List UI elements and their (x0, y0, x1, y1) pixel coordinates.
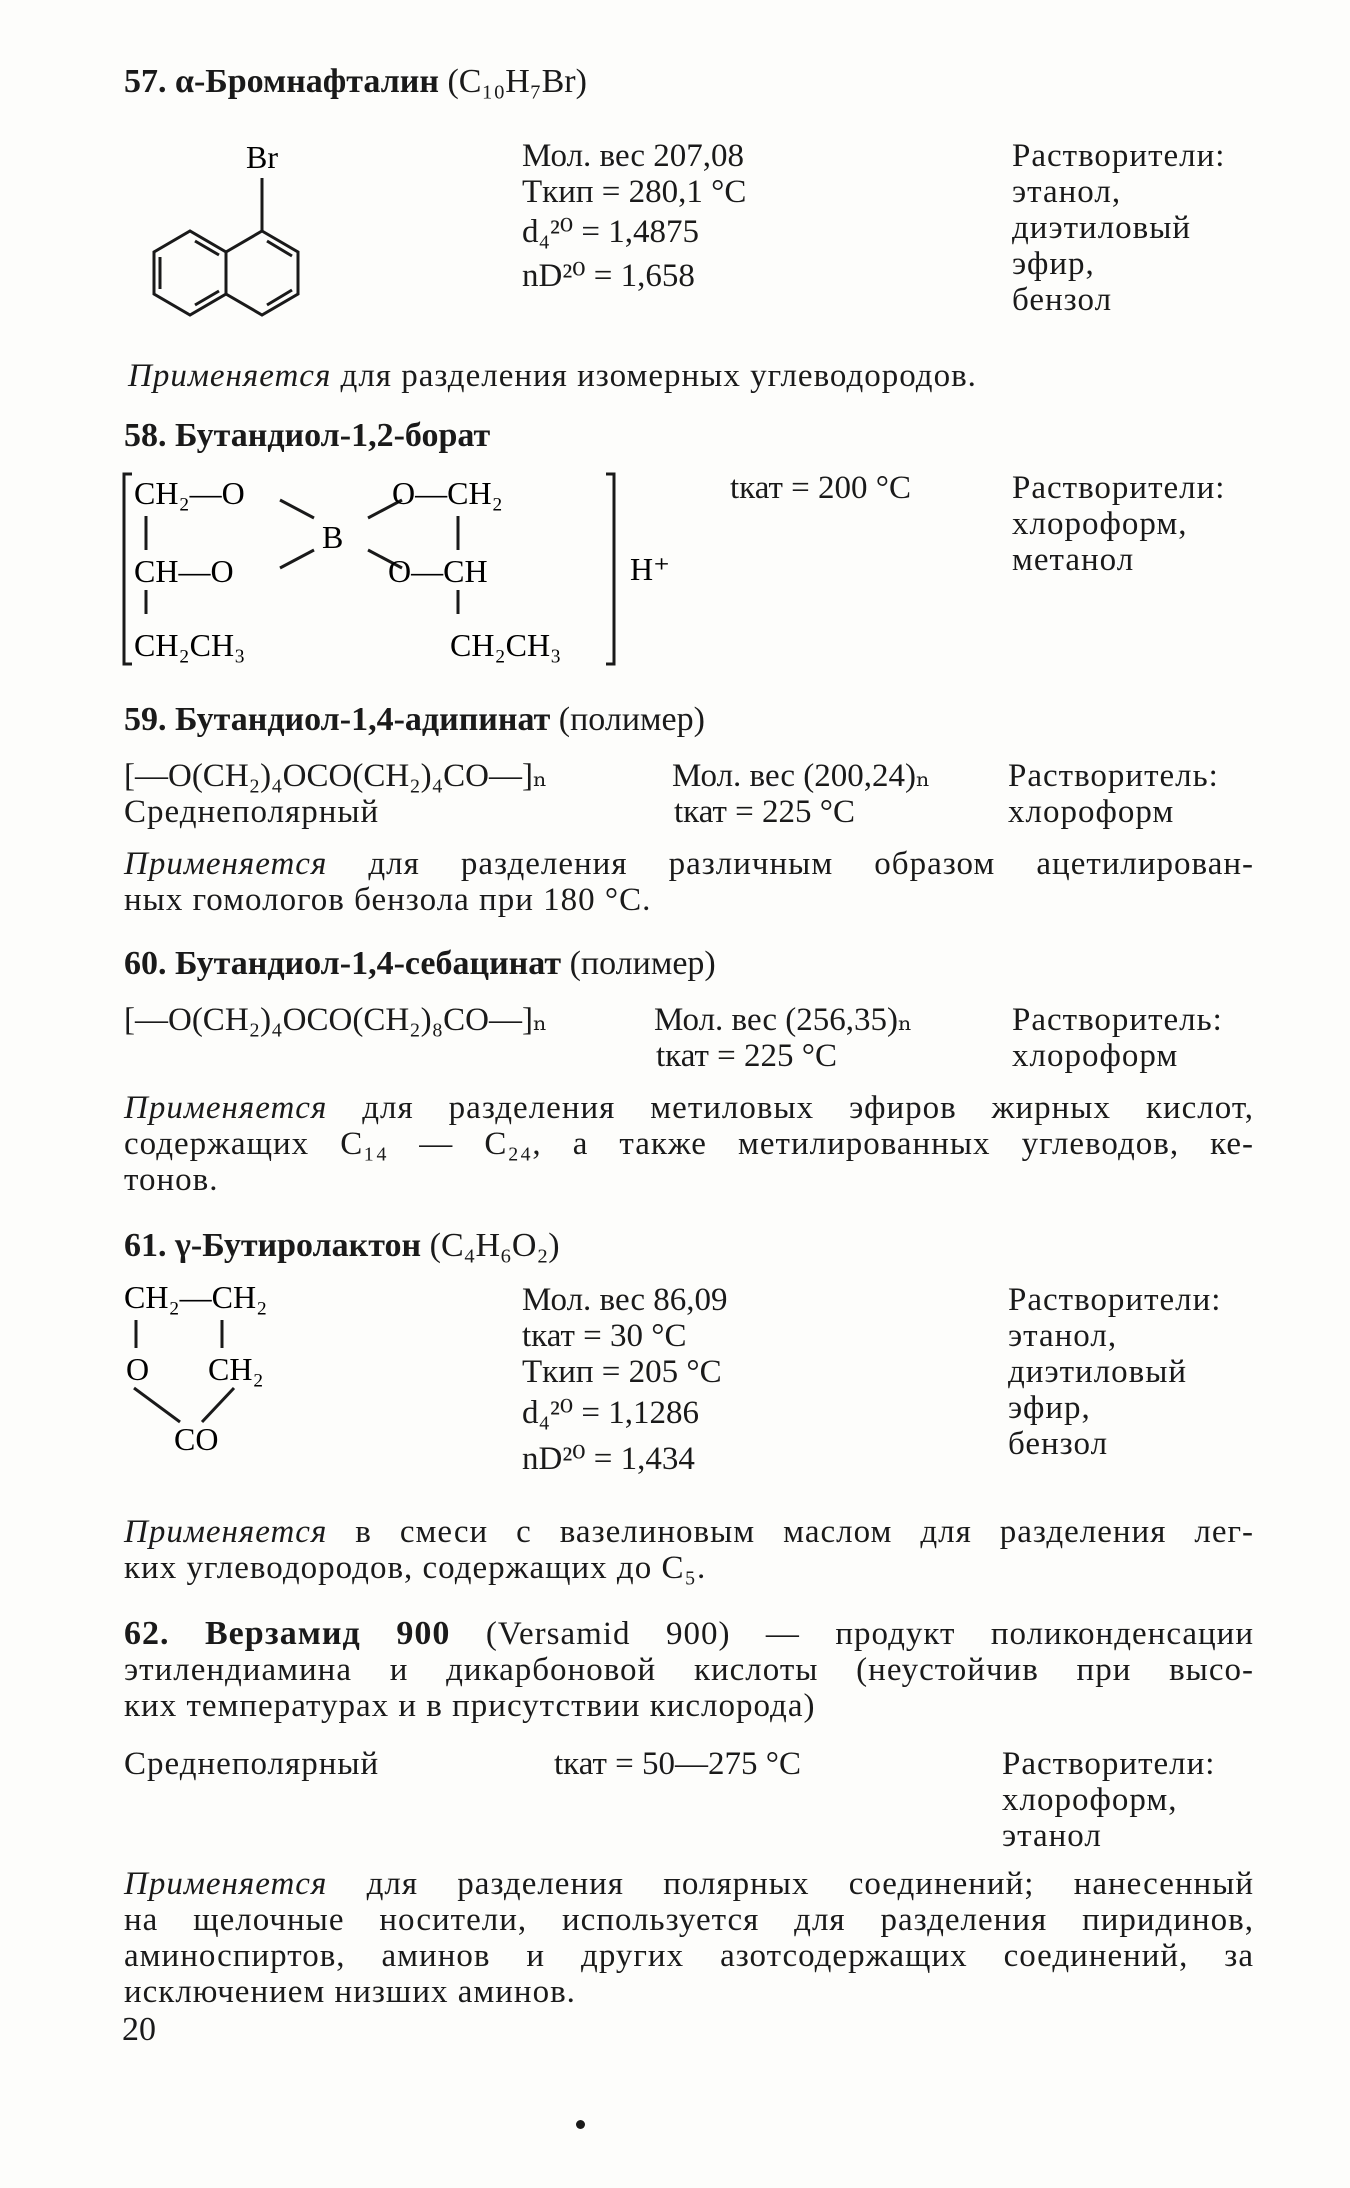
solvent-item: хлороформ (1012, 1038, 1179, 1074)
solvent-item: диэтиловый (1012, 210, 1192, 246)
entry-61-structure (118, 1276, 418, 1476)
entry-61-refraction: nD²⁰ = 1,434 (522, 1441, 695, 1477)
solvent-item: диэтиловый (1008, 1354, 1188, 1390)
entry-60-tag: (полимер) (569, 945, 716, 982)
solvent-item: метанол (1012, 542, 1135, 578)
entry-61-boiling: Tкип = 205 °C (522, 1354, 722, 1390)
application-text: ких углеводородов, содержащих до C₅. (124, 1550, 707, 1586)
application-text: тонов. (124, 1162, 219, 1198)
entry-62-description (124, 1616, 1254, 1724)
struct-text: CH₂—CH₂ (124, 1279, 268, 1315)
entry-62-application (124, 1866, 1254, 2010)
application-label: Применяется (124, 846, 328, 882)
entry-61-density: d₄²⁰ = 1,1286 (522, 1395, 699, 1431)
entry-60-molweight: Мол. вес (256,35)ₙ (654, 1002, 913, 1038)
entry-57-density: d₄²⁰ = 1,4875 (522, 214, 699, 250)
entry-60-application (124, 1090, 1254, 1198)
application-text: содержащих C₁₄ — C₂₄, а также метилированных углеводов, ке- (124, 1126, 1254, 1162)
entry-59-solvents-label: Растворитель: (1008, 758, 1219, 794)
struct-text: O—CH₂ (392, 475, 503, 511)
solvent-item: этанол (1002, 1818, 1102, 1854)
struct-text: CH₂CH₃ (134, 627, 246, 663)
entry-58-solvents (1012, 470, 1225, 578)
struct-text: CH—O (134, 553, 234, 589)
entry-60-formula: [—O(CH₂)₄OCO(CH₂)₈CO—]ₙ (124, 1002, 548, 1038)
entry-62-name: Верзамид 900 (204, 1615, 451, 1652)
application-label: Применяется (124, 1090, 328, 1126)
entry-59-name: Бутандиол-1,4-адипинат (175, 701, 551, 738)
entry-59-heading (124, 702, 705, 738)
struct-text: B (322, 519, 344, 555)
naphthalene-rings (154, 178, 298, 315)
entry-61-application (124, 1514, 1254, 1586)
entry-62-polarity: Среднеполярный (124, 1746, 380, 1782)
solvent-item: хлороформ, (1012, 506, 1188, 542)
entry-57-number: 57. (124, 63, 167, 100)
entry-57-properties (522, 138, 746, 298)
entry-62-tkat: tкат = 50—275 °C (554, 1746, 801, 1782)
entry-58-name: Бутандиол-1,2-борат (175, 417, 491, 454)
entry-57-application (128, 358, 977, 394)
entry-60-solvents-label: Растворитель: (1012, 1002, 1223, 1038)
solvent-item: бензол (1012, 282, 1113, 318)
struct-text: CH₂CH₃ (450, 627, 562, 663)
entry-59-tag: (полимер) (558, 701, 705, 738)
entry-59-left (124, 758, 547, 830)
scan-dot (576, 2120, 585, 2129)
entry-62-desc: этилендиамина и дикарбоновой кислоты (неустойчив при высо- (124, 1652, 1254, 1688)
entry-62-solvents-label: Растворители: (1002, 1746, 1216, 1782)
application-text: ных гомологов бензола при 180 °C. (124, 882, 652, 918)
entry-57-molweight: Мол. вес 207,08 (522, 138, 745, 174)
entry-62-number: 62. (124, 1615, 170, 1652)
entry-58-structure (118, 468, 698, 678)
entry-61-number: 61. (124, 1227, 167, 1264)
application-text: в смеси с вазелиновым маслом для разделения лег- (355, 1514, 1255, 1550)
page-number: 20 (122, 2011, 156, 2048)
entry-57-solvents-label: Растворители: (1012, 138, 1226, 174)
solvent-item: хлороформ (1008, 794, 1175, 830)
struct-text: H⁺ (630, 551, 670, 587)
solvent-item: эфир, (1012, 246, 1095, 282)
solvent-item: этанол, (1008, 1318, 1118, 1354)
entry-61-solvents (1008, 1282, 1221, 1462)
entry-60-number: 60. (124, 945, 167, 982)
entry-58-solvents-label: Растворители: (1012, 470, 1226, 506)
solvent-item: бензол (1008, 1426, 1109, 1462)
application-text: для разделения метиловых эфиров жирных кислот, (362, 1090, 1255, 1126)
entry-57-name: α-Бромнафталин (175, 63, 439, 100)
solvent-item: хлороформ, (1002, 1782, 1178, 1818)
entry-59-molweight: Мол. вес (200,24)ₙ (672, 758, 931, 794)
entry-59-props (672, 758, 930, 830)
entry-62-solvents (1002, 1746, 1215, 1854)
entry-61-formula: (C₄H₆O₂) (429, 1227, 560, 1264)
entry-59-number: 59. (124, 701, 167, 738)
entry-60-solvents (1012, 1002, 1223, 1074)
entry-62-desc: ких температурах и в присутствии кислорода) (124, 1688, 816, 1724)
entry-59-application (124, 846, 1254, 918)
entry-57-boiling: Tкип = 280,1 °C (522, 174, 747, 210)
entry-57-solvents (1012, 138, 1225, 318)
entry-58-heading (124, 418, 490, 454)
struct-text: CH₂ (208, 1351, 264, 1387)
application-text: аминоспиртов, аминов и других азотсодержащих соединений, за (124, 1938, 1254, 1974)
struct-text: O (126, 1351, 150, 1387)
entry-61-name: γ-Бутиролактон (175, 1227, 422, 1264)
entry-61-tkat: tкат = 30 °C (522, 1318, 687, 1354)
application-label: Применяется (124, 1514, 328, 1550)
struct-text: O—CH (388, 553, 488, 589)
application-text: для разделения полярных соединений; нанесенный (366, 1866, 1254, 1902)
entry-60-name: Бутандиол-1,4-себацинат (175, 945, 562, 982)
entry-60-heading (124, 946, 716, 982)
entry-58-number: 58. (124, 417, 167, 454)
entry-59-tkat: tкат = 225 °C (674, 794, 855, 830)
entry-61-molweight: Мол. вес 86,09 (522, 1282, 728, 1318)
entry-59-polarity: Среднеполярный (124, 794, 380, 830)
entry-60-props (654, 1002, 912, 1074)
application-label: Применяется (128, 358, 332, 394)
solvent-item: эфир, (1008, 1390, 1091, 1426)
solvent-item: этанол, (1012, 174, 1122, 210)
application-text: на щелочные носители, используется для разделения пиридинов, (124, 1902, 1254, 1938)
entry-57-structure (118, 140, 318, 350)
application-label: Применяется (124, 1866, 328, 1902)
entry-58-tkat: tкат = 200 °C (730, 470, 911, 506)
entry-61-properties (522, 1282, 728, 1482)
application-text: для разделения различным образом ацетилирован- (368, 846, 1254, 882)
struct-text: CH₂—O (134, 475, 245, 511)
entry-57-br-label: Br (246, 140, 278, 175)
entry-57-formula: (C₁₀H₇Br) (447, 63, 587, 100)
entry-59-formula: [—O(CH₂)₄OCO(CH₂)₄CO—]ₙ (124, 758, 548, 794)
entry-61-heading (124, 1228, 560, 1264)
entry-61-solvents-label: Растворители: (1008, 1282, 1222, 1318)
entry-59-solvents (1008, 758, 1219, 830)
entry-57-refraction: nD²⁰ = 1,658 (522, 258, 695, 294)
application-text: исключением низших аминов. (124, 1974, 576, 2010)
entry-62-desc: (Versamid 900) — продукт поликонденсации (485, 1616, 1254, 1652)
entry-60-tkat: tкат = 225 °C (656, 1038, 837, 1074)
struct-text: CO (174, 1421, 219, 1457)
entry-57-heading (124, 64, 587, 100)
application-text: для разделения изомерных углеводородов. (340, 358, 977, 394)
